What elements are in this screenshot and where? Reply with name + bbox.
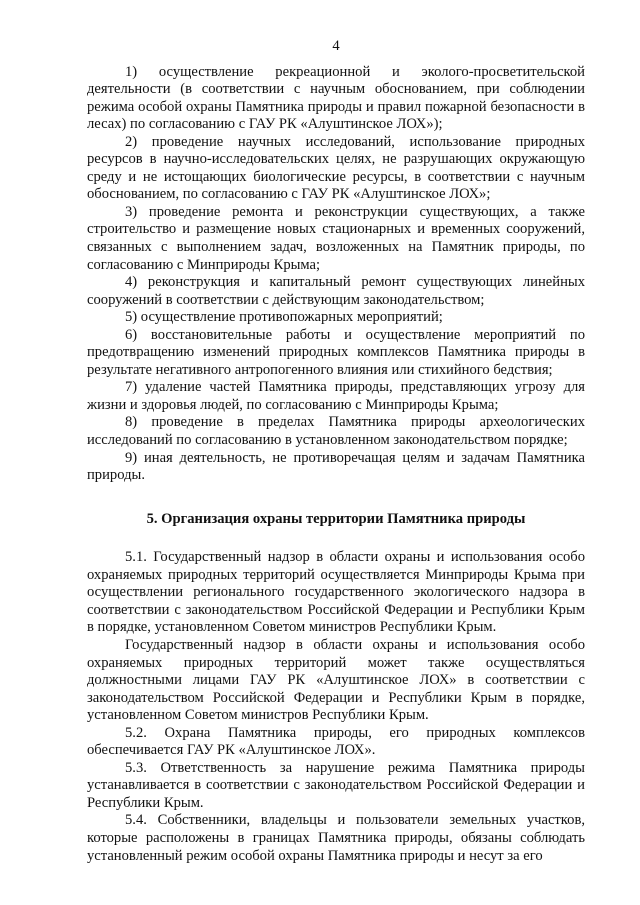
list-item: 4) реконструкция и капитальный ремонт существующих линейных сооружений в соответствии с действующим законодательством; <box>87 274 585 308</box>
list-item: 8) проведение в пределах Памятника природы археологических исследований по согласованию в установленном законодательством порядке; <box>87 414 585 449</box>
list-item: 5) осуществление противопожарных мероприятий; <box>125 309 443 326</box>
section-heading: 5. Организация охраны территории Памятника природы <box>146 510 526 527</box>
paragraph: Государственный надзор в области охраны и использования особо охраняемых природных территорий может также осуществляться должностными лицами ГАУ РК «Алуштинское ЛОХ» в соответствии с законодательством Российской Федерации и Республики Крым в порядке, установленном Советом министров Республики Крым. <box>87 636 585 724</box>
list-item: 7) удаление частей Памятника природы, представляющих угрозу для жизни и здоровья людей, по согласованию с Минприроды Крыма; <box>87 379 585 413</box>
paragraph: 5.1. Государственный надзор в области охраны и использования особо охраняемых природных территорий осуществляется Минприроды Крыма при осуществлении регионального государственного экологического надзора в соответствии с законодательством Российской Федерации и Республики Крым в порядке, установленном Советом министров Республики Крым. <box>87 549 585 636</box>
permitted-activities-list <box>87 64 585 485</box>
section-body <box>87 549 585 865</box>
paragraph: 5.3. Ответственность за нарушение режима Памятника природы устанавливается в соответствии с законодательством Российской Федерации и Республики Крым. <box>87 759 585 811</box>
paragraph: 5.4. Собственники, владельцы и пользователи земельных участков, которые расположены в границах Памятника природы, обязаны соблюдать установленный режим особой охраны Памятника природы и несут за его <box>87 812 585 864</box>
list-item: 3) проведение ремонта и реконструкции существующих, а также строительство и размещение новых стационарных и временных сооружений, связанных с выполнением задач, возложенных на Памятник природы, по согласованию с Минприроды Крыма; <box>87 203 585 273</box>
page-number: 4 <box>332 38 340 54</box>
list-item: 6) восстановительные работы и осуществление мероприятий по предотвращению изменений природных комплексов Памятника природы в результате негативного антропогенного влияния или стихийного бедствия; <box>87 326 585 378</box>
list-item: 2) проведение научных исследований, использование природных ресурсов в научно-исследовательских целях, не разрушающих окружающую среду и не истощающих биологические ресурсы, в соответствии с научным обоснованием, по согласованию с ГАУ РК «Алуштинское ЛОХ»; <box>87 133 585 203</box>
paragraph: 5.2. Охрана Памятника природы, его природных комплексов обеспечивается ГАУ РК «Алуштинское ЛОХ». <box>87 724 585 759</box>
list-item: 1) осуществление рекреационной и эколого-просветительской деятельности (в соответствии с научным обоснованием, при соблюдении режима особой охраны Памятника природы и правил пожарной безопасности в лесах) по согласованию с ГАУ РК «Алуштинское ЛОХ»); <box>87 63 585 133</box>
list-item: 9) иная деятельность, не противоречащая целям и задачам Памятника природы. <box>87 449 585 484</box>
